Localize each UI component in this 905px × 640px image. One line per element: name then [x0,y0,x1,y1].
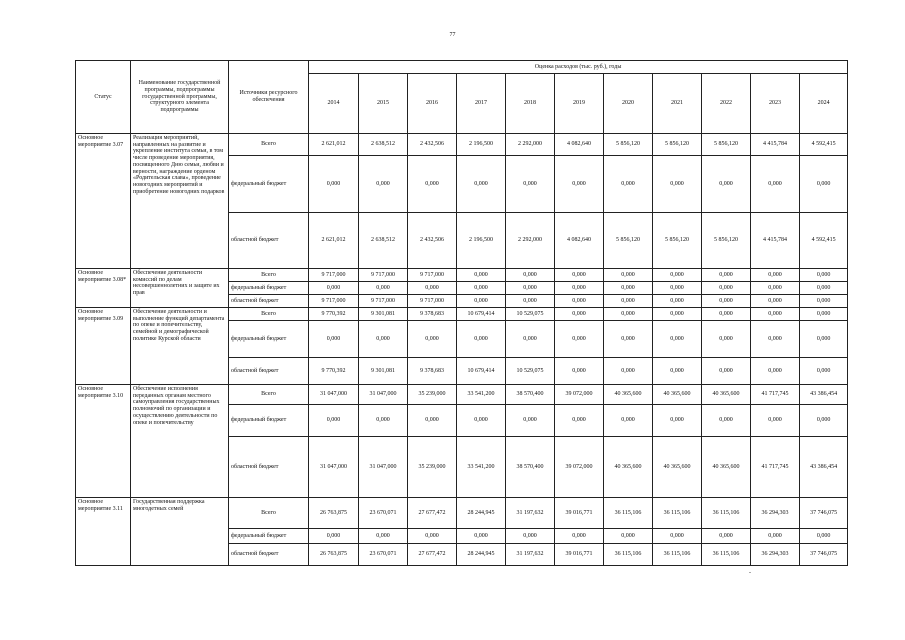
value-cell: 0,000 [555,282,604,295]
value-cell: 0,000 [604,405,653,437]
row-source-total: Всего [229,498,309,529]
value-cell: 9 717,000 [408,295,457,308]
value-cell: 0,000 [653,358,702,385]
value-cell: 0,000 [506,321,555,358]
value-cell: 0,000 [555,269,604,282]
row-source-regional: областной бюджет [229,437,309,498]
value-cell: 9 717,000 [408,269,457,282]
value-cell: 35 239,000 [408,385,457,405]
value-cell: 40 365,600 [653,437,702,498]
value-cell: 26 763,875 [309,498,359,529]
row-source-regional: областной бюджет [229,213,309,269]
table-row [76,385,848,405]
header-year: 2022 [702,74,751,134]
header-estimate: Оценка расходов (тыс. руб.), годы [309,61,848,74]
value-cell: 9 717,000 [309,269,359,282]
value-cell: 0,000 [702,269,751,282]
value-cell: 0,000 [457,321,506,358]
row-name: Обеспечение деятельности и выполнение функций департамента по опеке и попечительству, семейной и демографической политике Курской области [131,308,229,385]
row-name: Обеспечение исполнения переданных органам местного самоуправления государственных полномочий по организации и осуществлению деятельности по опеке и попечительству [131,385,229,498]
value-cell: 0,000 [555,358,604,385]
value-cell: 39 072,000 [555,437,604,498]
value-cell: 0,000 [359,156,408,213]
value-cell: 0,000 [751,529,800,544]
value-cell: 9 770,392 [309,358,359,385]
value-cell: 0,000 [800,308,848,321]
value-cell: 0,000 [506,282,555,295]
row-source-regional: областной бюджет [229,358,309,385]
value-cell: 0,000 [702,321,751,358]
row-name: Государственная поддержка многодетных семей [131,498,229,566]
value-cell: 0,000 [702,405,751,437]
value-cell: 0,000 [555,308,604,321]
value-cell: 0,000 [653,529,702,544]
row-source-federal: федеральный бюджет [229,405,309,437]
row-status: Основное мероприятие 3.11 [76,498,131,566]
value-cell: 0,000 [702,156,751,213]
value-cell: 4 082,640 [555,213,604,269]
row-status: Основное мероприятие 3.09 [76,308,131,385]
header-year: 2024 [800,74,848,134]
value-cell: 31 047,000 [309,385,359,405]
value-cell: 0,000 [653,405,702,437]
value-cell: 0,000 [702,308,751,321]
value-cell: 9 717,000 [309,295,359,308]
value-cell: 39 016,771 [555,498,604,529]
value-cell: 0,000 [457,295,506,308]
value-cell: 10 529,075 [506,358,555,385]
value-cell: 31 197,632 [506,544,555,566]
table-row [76,269,848,282]
row-source-federal: федеральный бюджет [229,282,309,295]
value-cell: 0,000 [800,321,848,358]
value-cell: 9 301,081 [359,358,408,385]
value-cell: 9 378,683 [408,308,457,321]
value-cell: 4 592,415 [800,213,848,269]
header-year: 2023 [751,74,800,134]
value-cell: 40 365,600 [604,385,653,405]
value-cell: 37 746,075 [800,544,848,566]
row-source-regional: областной бюджет [229,544,309,566]
value-cell: 37 746,075 [800,498,848,529]
value-cell: 0,000 [555,405,604,437]
value-cell: 0,000 [555,295,604,308]
value-cell: 0,000 [702,358,751,385]
value-cell: 5 856,120 [604,213,653,269]
value-cell: 2 432,506 [408,213,457,269]
value-cell: 40 365,600 [653,385,702,405]
value-cell: 0,000 [800,282,848,295]
value-cell: 23 670,071 [359,498,408,529]
value-cell: 0,000 [359,529,408,544]
value-cell: 0,000 [800,295,848,308]
header-year: 2014 [309,74,359,134]
value-cell: 0,000 [457,156,506,213]
value-cell: 0,000 [604,358,653,385]
value-cell: 0,000 [408,321,457,358]
value-cell: 33 541,200 [457,385,506,405]
value-cell: 0,000 [457,269,506,282]
value-cell: 5 856,120 [653,213,702,269]
value-cell: 33 541,200 [457,437,506,498]
value-cell: 0,000 [653,308,702,321]
row-name: Реализация мероприятий, направленных на развитие и укрепление института семьи, в том числе проведение мероприятия, посвященного Дню семьи, любви и верности, награждение орденом «Родительская слава», проведение новогодних мероприятий и приобретение новогодних подарков [131,134,229,269]
header-year: 2019 [555,74,604,134]
value-cell: 0,000 [751,321,800,358]
value-cell: 40 365,600 [702,437,751,498]
header-sources: Источники ресурсного обеспечения [229,61,309,134]
header-year: 2017 [457,74,506,134]
row-status: Основное мероприятие 3.07 [76,134,131,269]
value-cell: 36 294,303 [751,498,800,529]
value-cell: 36 115,106 [702,498,751,529]
value-cell: 28 244,945 [457,544,506,566]
value-cell: 5 856,120 [604,134,653,156]
table-row [76,308,848,321]
value-cell: 27 677,472 [408,544,457,566]
value-cell: 36 115,106 [604,498,653,529]
value-cell: 0,000 [457,529,506,544]
value-cell: 2 292,000 [506,134,555,156]
value-cell: 0,000 [653,156,702,213]
page-number: 77 [449,32,456,38]
row-name: Обеспечение деятельности комиссий по делам несовершеннолетних и защите их прав [131,269,229,308]
value-cell: 41 717,745 [751,385,800,405]
value-cell: 0,000 [457,282,506,295]
value-cell: 0,000 [506,295,555,308]
value-cell: 9 770,392 [309,308,359,321]
value-cell: 0,000 [359,321,408,358]
value-cell: 0,000 [555,321,604,358]
value-cell: 4 592,415 [800,134,848,156]
value-cell: 9 378,683 [408,358,457,385]
value-cell: 0,000 [751,156,800,213]
value-cell: 2 292,000 [506,213,555,269]
table-row [76,134,848,156]
value-cell: 0,000 [309,321,359,358]
header-year: 2021 [653,74,702,134]
value-cell: 4 082,640 [555,134,604,156]
table-row [76,498,848,529]
value-cell: 5 856,120 [702,134,751,156]
header-year: 2020 [604,74,653,134]
budget-table [75,60,848,566]
row-source-total: Всего [229,134,309,156]
value-cell: 0,000 [359,405,408,437]
value-cell: 0,000 [702,282,751,295]
value-cell: 0,000 [751,308,800,321]
value-cell: 28 244,945 [457,498,506,529]
row-status: Основное мероприятие 3.08* [76,269,131,308]
value-cell: 9 717,000 [359,295,408,308]
value-cell: 9 717,000 [359,269,408,282]
value-cell: 39 072,000 [555,385,604,405]
value-cell: 31 047,000 [359,437,408,498]
value-cell: 0,000 [751,405,800,437]
row-source-total: Всего [229,308,309,321]
value-cell: 0,000 [702,295,751,308]
value-cell: 2 638,512 [359,134,408,156]
value-cell: 0,000 [408,156,457,213]
value-cell: 5 856,120 [702,213,751,269]
value-cell: 36 115,106 [653,544,702,566]
value-cell: 38 570,400 [506,385,555,405]
row-source-total: Всего [229,385,309,405]
value-cell: 0,000 [408,405,457,437]
row-source-regional: областной бюджет [229,295,309,308]
value-cell: 2 432,506 [408,134,457,156]
value-cell: 0,000 [800,529,848,544]
value-cell: 23 670,071 [359,544,408,566]
row-source-federal: федеральный бюджет [229,321,309,358]
value-cell: 0,000 [653,295,702,308]
value-cell: 0,000 [555,156,604,213]
value-cell: 9 301,081 [359,308,408,321]
value-cell: 0,000 [653,282,702,295]
value-cell: 0,000 [751,269,800,282]
value-cell: 0,000 [751,295,800,308]
header-year: 2015 [359,74,408,134]
value-cell: 31 047,000 [359,385,408,405]
value-cell: 35 239,000 [408,437,457,498]
value-cell: 10 529,075 [506,308,555,321]
header-row-top [76,61,848,74]
value-cell: 0,000 [359,282,408,295]
value-cell: 0,000 [555,529,604,544]
value-cell: 27 677,472 [408,498,457,529]
value-cell: 0,000 [604,269,653,282]
value-cell: 2 196,500 [457,134,506,156]
value-cell: 0,000 [309,405,359,437]
value-cell: 0,000 [604,295,653,308]
value-cell: 2 196,500 [457,213,506,269]
value-cell: 0,000 [800,358,848,385]
value-cell: 0,000 [506,156,555,213]
value-cell: 0,000 [457,405,506,437]
value-cell: 39 016,771 [555,544,604,566]
header-year: 2016 [408,74,457,134]
value-cell: 0,000 [309,156,359,213]
value-cell: 0,000 [506,269,555,282]
value-cell: 0,000 [309,282,359,295]
value-cell: 10 679,414 [457,358,506,385]
value-cell: 0,000 [408,529,457,544]
value-cell: 0,000 [800,405,848,437]
value-cell: 0,000 [506,405,555,437]
value-cell: 36 115,106 [604,544,653,566]
row-source-federal: федеральный бюджет [229,156,309,213]
value-cell: 36 115,106 [653,498,702,529]
value-cell: 2 638,512 [359,213,408,269]
row-source-total: Всего [229,269,309,282]
value-cell: 36 294,303 [751,544,800,566]
value-cell: 0,000 [751,282,800,295]
value-cell: 0,000 [604,529,653,544]
header-year: 2018 [506,74,555,134]
value-cell: 38 570,400 [506,437,555,498]
value-cell: 5 856,120 [653,134,702,156]
value-cell: 41 717,745 [751,437,800,498]
value-cell: 0,000 [604,282,653,295]
value-cell: 40 365,600 [604,437,653,498]
header-name: Наименование государственной программы, подпрограммы государственной программы, структурного элемента подпрограммы [131,61,229,134]
value-cell: 0,000 [653,321,702,358]
value-cell: 0,000 [604,156,653,213]
value-cell: 40 365,600 [702,385,751,405]
value-cell: 36 115,106 [702,544,751,566]
value-cell: 0,000 [604,308,653,321]
value-cell: 0,000 [653,269,702,282]
row-status: Основное мероприятие 3.10 [76,385,131,498]
value-cell: 31 197,632 [506,498,555,529]
value-cell: 4 415,784 [751,134,800,156]
value-cell: 43 386,454 [800,437,848,498]
value-cell: 4 415,784 [751,213,800,269]
value-cell: 26 763,875 [309,544,359,566]
value-cell: 0,000 [702,529,751,544]
value-cell: 0,000 [800,269,848,282]
value-cell: 43 386,454 [800,385,848,405]
value-cell: 0,000 [751,358,800,385]
value-cell: 0,000 [408,282,457,295]
value-cell: 0,000 [309,529,359,544]
value-cell: 2 621,012 [309,134,359,156]
decorative-mark: - [749,570,751,576]
value-cell: 0,000 [604,321,653,358]
row-source-federal: федеральный бюджет [229,529,309,544]
value-cell: 31 047,000 [309,437,359,498]
value-cell: 2 621,012 [309,213,359,269]
value-cell: 0,000 [506,529,555,544]
header-status: Статус [76,61,131,134]
value-cell: 10 679,414 [457,308,506,321]
value-cell: 0,000 [800,156,848,213]
